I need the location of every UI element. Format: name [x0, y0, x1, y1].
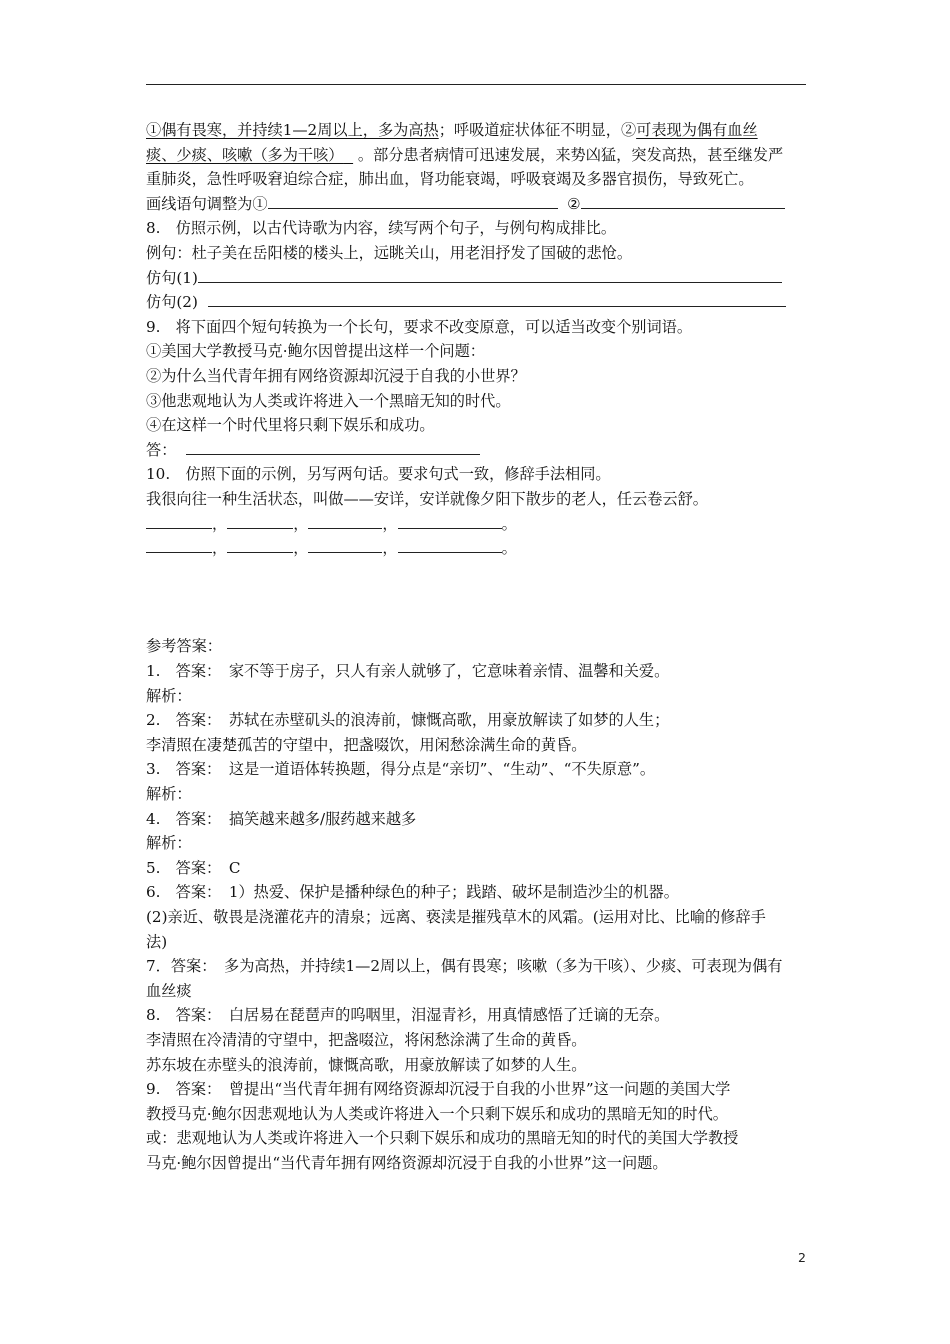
answer-line: (2)亲近、敬畏是浇灌花卉的清泉；远离、亵渎是摧残草木的风霜。(运用对比、比喻的修辞手	[146, 908, 766, 926]
page-number: 2	[798, 1250, 806, 1265]
q10-blank[interactable]	[146, 536, 212, 553]
q9-answer-label: 答：	[146, 440, 177, 459]
q7-answer-blank-2[interactable]	[581, 192, 785, 209]
q9-item-3: ③他悲观地认为人类或许将进入一个黑暗无知的时代。	[146, 391, 511, 410]
q10-blank-row-1: ， ， ， 。	[146, 512, 808, 537]
q7-underlined-2b: 痰、少痰、咳嗽（多为干咳）	[146, 145, 344, 164]
q7-text: ；呼吸道症状体征不明显，②	[438, 121, 637, 139]
q10-blank[interactable]	[398, 512, 502, 529]
q10-blank[interactable]	[227, 512, 293, 529]
answers-heading: 参考答案：	[146, 637, 222, 656]
q10-blank[interactable]	[398, 536, 502, 553]
q8-imitation-1	[146, 266, 808, 291]
answer-line: 2. 答案： 苏轼在赤壁矶头的浪涛前，慷慨高歌，用豪放解读了如梦的人生；	[146, 711, 670, 730]
q8-stem: 8. 仿照示例，以古代诗歌为内容，续写两个句子，与例句构成排比。	[146, 219, 617, 238]
q9-item-2: ②为什么当代青年拥有网络资源却沉浸于自我的小世界？	[146, 366, 526, 385]
answer-line: 教授马克·鲍尔因悲观地认为人类或许将进入一个只剩下娱乐和成功的黑暗无知的时代。	[146, 1104, 728, 1123]
answer-line: 李清照在凄楚孤苦的守望中，把盏啜饮，用闲愁涂满生命的黄昏。	[146, 735, 587, 754]
header-rule	[146, 84, 806, 85]
q9-item-1: ①美国大学教授马克·鲍尔因曾提出这样一个问题：	[146, 342, 485, 361]
q8-label-2: 仿句(2)	[146, 293, 198, 312]
answer-line: 9. 答案： 曾提出“当代青年拥有网络资源却沉浸于自我的小世界”这一问题的美国大学	[146, 1080, 731, 1099]
q10-stem: 10. 仿照下面的示例，另写两句话。要求句式一致，修辞手法相同。	[146, 465, 611, 484]
answer-line: 血丝痰	[146, 981, 192, 1000]
q7-underlined-2a: 可表现为偶有血丝	[636, 121, 758, 139]
q8-example: 例句：杜子美在岳阳楼的楼头上，远眺关山，用老泪抒发了国破的悲怆。	[146, 243, 632, 262]
q7-adjust-label: 画线语句调整为①	[146, 194, 268, 213]
q8-label-1: 仿句(1)	[146, 268, 198, 287]
answer-line: 解析：	[146, 686, 192, 705]
q10-blank[interactable]	[308, 512, 382, 529]
q9-item-4: ④在这样一个时代里将只剩下娱乐和成功。	[146, 416, 435, 435]
q8-answer-blank-1[interactable]	[198, 266, 782, 283]
q7-line-2	[146, 143, 808, 168]
answer-line: 马克·鲍尔因曾提出“当代青年拥有网络资源却沉浸于自我的小世界”这一问题。	[146, 1153, 668, 1172]
answer-line: 4. 答案： 搞笑越来越多/服药越来越多	[146, 809, 417, 828]
q9-stem: 9. 将下面四个短句转换为一个长句，要求不改变原意，可以适当改变个别词语。	[146, 317, 693, 336]
q9-answer-blank[interactable]	[186, 438, 480, 455]
answer-line: 1. 答案： 家不等于房子，只人有亲人就够了，它意味着亲情、温馨和关爱。	[146, 662, 670, 681]
answer-line: 7．答案： 多为高热，并持续1—2周以上，偶有畏寒；咳嗽（多为干咳）、少痰、可表现为偶有	[146, 957, 783, 976]
answer-line: 李清照在冷清清的守望中，把盏啜泣，将闲愁涂满了生命的黄昏。	[146, 1030, 587, 1049]
q8-imitation-2	[146, 290, 808, 315]
answer-line: 3. 答案： 这是一道语体转换题，得分点是“亲切”、“生动”、“不失原意”。	[146, 760, 656, 779]
answer-line: 解析：	[146, 834, 192, 853]
q10-blank[interactable]	[146, 512, 212, 529]
answer-line: 5. 答案： C	[146, 858, 241, 877]
q10-example: 我很向往一种生活状态，叫做——安详，安详就像夕阳下散步的老人，任云卷云舒。	[146, 489, 708, 508]
page-content	[146, 118, 808, 1176]
answer-line: 苏东坡在赤壁头的浪涛前，慷慨高歌，用豪放解读了如梦的人生。	[146, 1055, 587, 1074]
answer-line: 6. 答案： 1）热爱、保护是播种绿色的种子；践踏、破坏是制造沙尘的机器。	[146, 883, 679, 902]
q7-adjust-label-2: ②	[567, 194, 581, 213]
q9-answer	[146, 438, 808, 463]
q10-blank[interactable]	[227, 536, 293, 553]
answer-line: 解析：	[146, 785, 192, 804]
q8-answer-blank-2[interactable]	[208, 290, 786, 307]
q7-answer-blank-1[interactable]	[268, 192, 558, 209]
answer-line: 8. 答案： 白居易在琵琶声的呜咽里，泪湿青衫，用真情感悟了迁谪的无奈。	[146, 1006, 670, 1025]
q7-line-4	[146, 192, 808, 217]
q7-underlined-1: ①偶有畏寒，并持续1—2周以上，多为高热	[146, 121, 439, 139]
answer-line: 或：悲观地认为人类或许将进入一个只剩下娱乐和成功的黑暗无知的时代的美国大学教授	[146, 1129, 739, 1148]
q7-line-3: 重肺炎，急性呼吸窘迫综合症，肺出血，肾功能衰竭，呼吸衰竭及多器官损伤，导致死亡。	[146, 170, 754, 189]
q10-blank-row-2: ， ， ， 。	[146, 536, 808, 561]
answer-line: 法)	[146, 932, 168, 951]
q7-text: 。部分患者病情可迅速发展，来势凶猛，突发高热，甚至继发严	[357, 145, 784, 164]
q10-blank[interactable]	[308, 536, 382, 553]
q7-line-1	[146, 118, 808, 143]
